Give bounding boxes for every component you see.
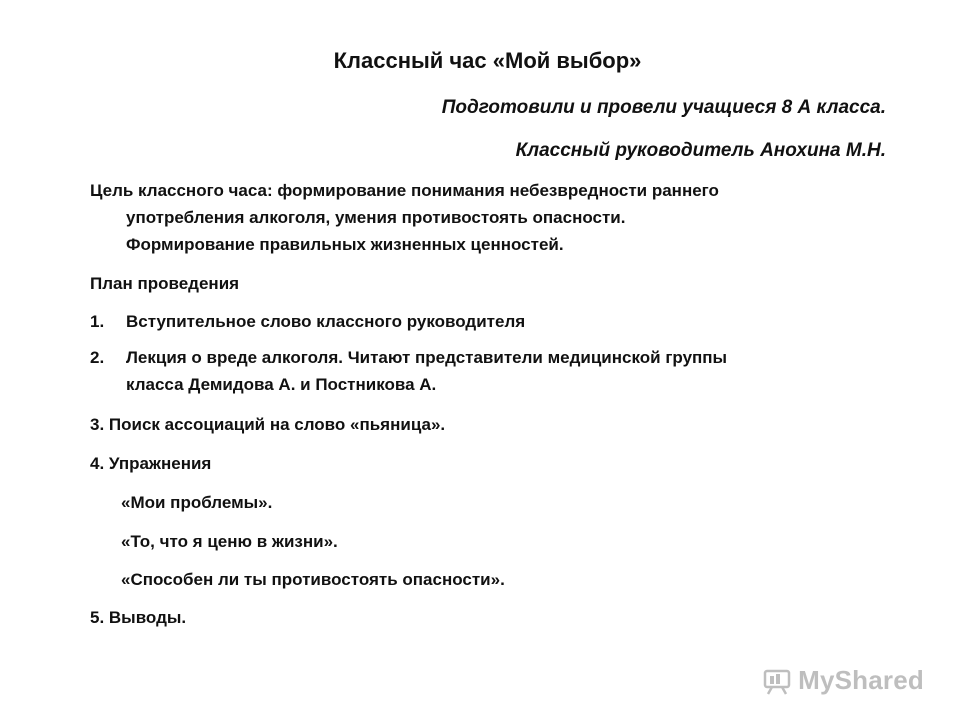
list-item-line: класса Демидова А. и Постникова А. <box>126 375 437 394</box>
subtitle-class-teacher: Классный руководитель Анохина М.Н. <box>515 140 886 161</box>
plan-list <box>90 308 910 407</box>
watermark-text: MyShared <box>798 665 924 695</box>
list-item <box>90 308 910 335</box>
list-item-text <box>126 308 910 335</box>
plan-title: План проведения <box>90 274 240 293</box>
goal-line: употребления алкоголя, умения противостоять опасности. <box>126 208 626 227</box>
exercise-item: «Мои проблемы». <box>121 493 273 512</box>
goal-line: Цель классного часа: формирование понимания небезвредности раннего <box>90 181 719 200</box>
exercise-item: «То, что я ценю в жизни». <box>121 532 338 551</box>
slide-title: Классный час «Мой выбор» <box>333 48 642 73</box>
plan-item-4: 4. Упражнения <box>90 454 212 473</box>
goal-paragraph <box>90 177 900 258</box>
watermark <box>762 665 924 696</box>
list-item-text <box>126 344 910 398</box>
list-item-number: 2. <box>90 348 105 367</box>
list-item <box>90 344 910 398</box>
exercise-item: «Способен ли ты противостоять опасности». <box>121 570 505 589</box>
goal-line: Формирование правильных жизненных ценностей. <box>126 235 564 254</box>
plan-item-3: 3. Поиск ассоциаций на слово «пьяница». <box>90 415 446 434</box>
list-item-line: Лекция о вреде алкоголя. Читают представители медицинской группы <box>126 348 728 367</box>
list-item-number: 1. <box>90 312 105 331</box>
list-item-line: Вступительное слово классного руководителя <box>126 312 526 331</box>
presentation-board-icon <box>762 666 792 696</box>
subtitle-prepared-by: Подготовили и провели учащиеся 8 А класса. <box>441 97 886 118</box>
plan-item-5: 5. Выводы. <box>90 608 187 627</box>
